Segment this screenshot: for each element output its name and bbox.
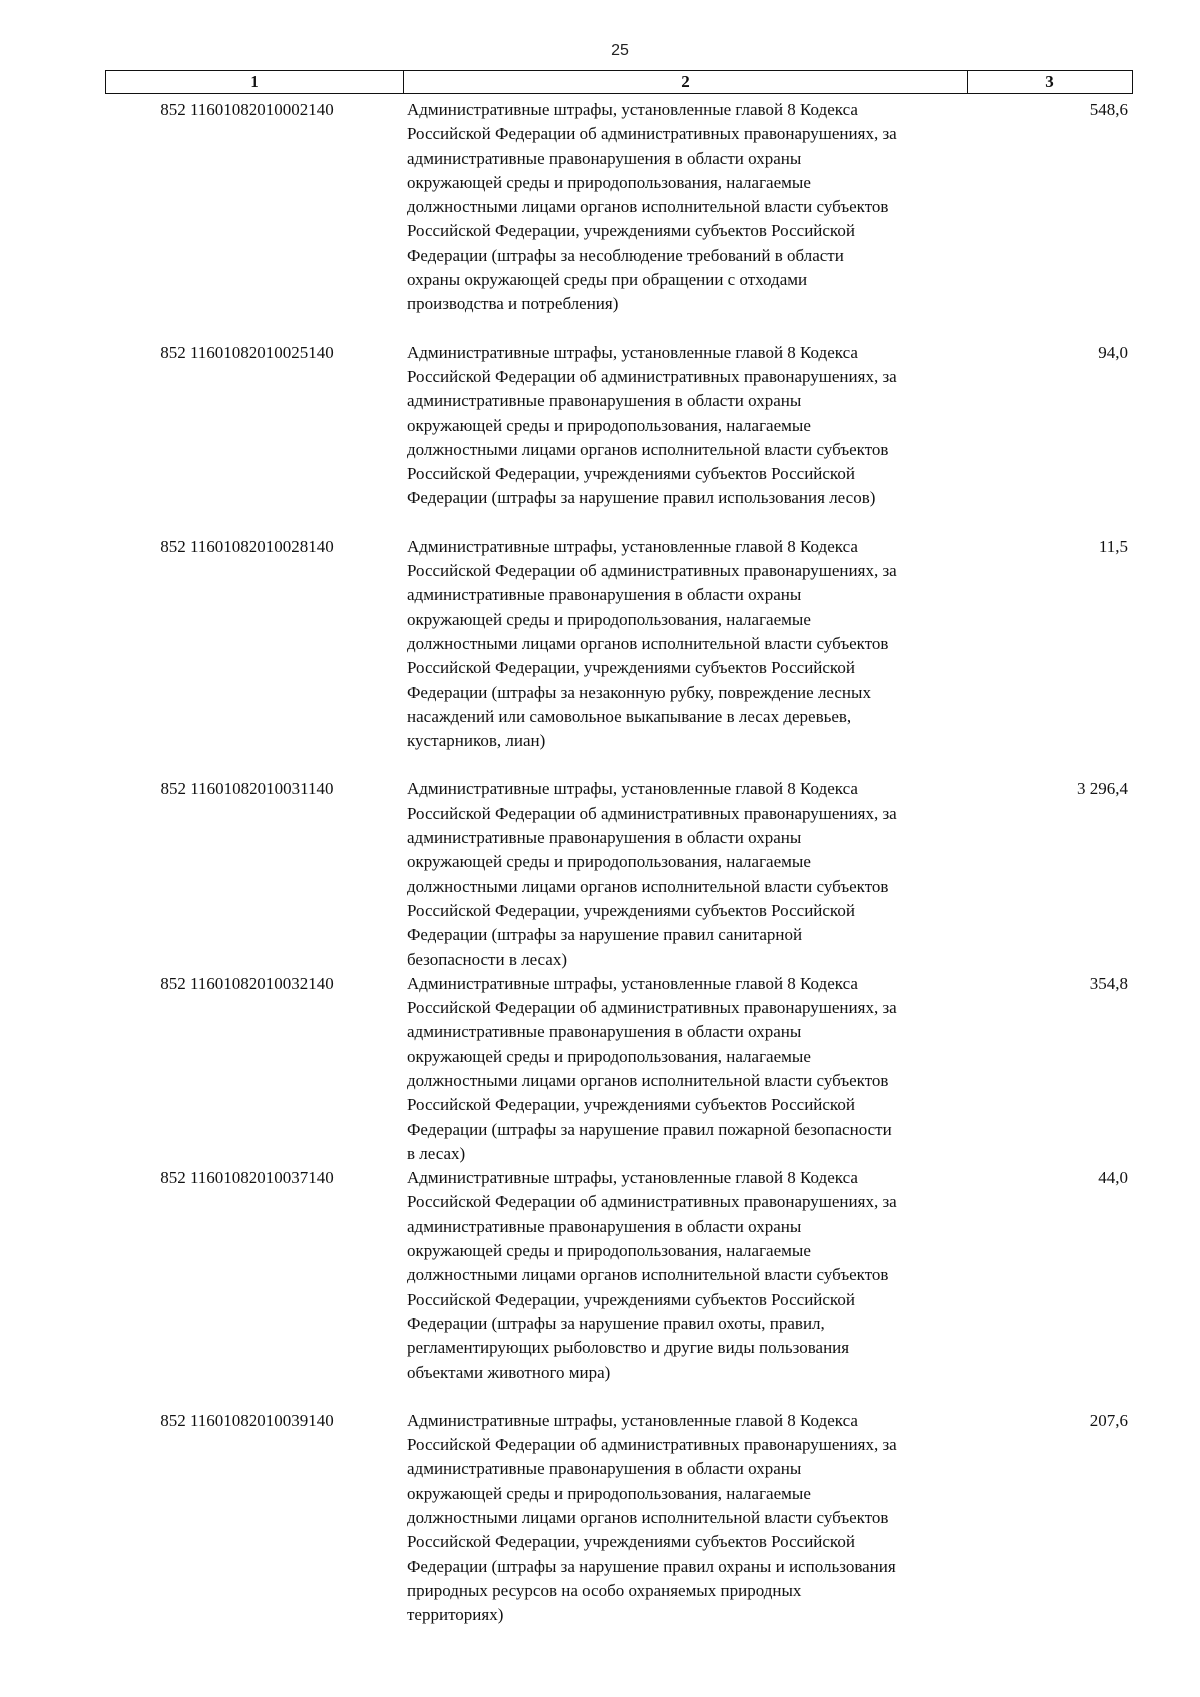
table-row (105, 1409, 1133, 1628)
description-line: окружающей среды и природопользования, налагаемые (407, 1483, 811, 1503)
description-line: окружающей среды и природопользования, налагаемые (407, 1241, 811, 1261)
income-code: 852 11601082010031140 (160, 779, 334, 799)
description-line: объектами животного мира) (407, 1362, 611, 1382)
description-line: должностными лицами органов исполнительной власти субъектов (407, 197, 889, 217)
description-line: окружающей среды и природопользования, налагаемые (407, 1046, 811, 1066)
description-line: Российской Федерации, учреждениями субъектов Российской (407, 1289, 855, 1309)
description-line: безопасности в лесах) (407, 949, 568, 969)
header-cell-1: 1 (106, 71, 404, 93)
income-code: 852 11601082010002140 (160, 100, 334, 119)
description-line: Федерации (штрафы за нарушение правил использования лесов) (407, 488, 876, 508)
description-line: Российской Федерации, учреждениями субъектов Российской (407, 221, 855, 241)
description-line: Российской Федерации об административных правонарушениях, за (407, 561, 897, 581)
income-code: 852 11601082010039140 (160, 1410, 334, 1430)
description-line: Российской Федерации об административных правонарушениях, за (407, 998, 897, 1018)
table-body (105, 98, 1133, 1628)
income-code: 852 11601082010032140 (160, 973, 334, 993)
table-row (105, 777, 1133, 971)
description-line: Российской Федерации об административных правонарушениях, за (407, 1192, 897, 1212)
description-line: Административные штрафы, установленные главой 8 Кодекса (407, 1168, 858, 1188)
income-description (403, 535, 967, 754)
income-description (403, 1166, 967, 1385)
description-line: Федерации (штрафы за нарушение правил санитарной (407, 925, 803, 945)
income-description (403, 98, 967, 317)
description-line: административные правонарушения в области охраны (407, 391, 802, 411)
header-cell-2: 2 (404, 71, 968, 93)
description-line: Административные штрафы, установленные главой 8 Кодекса (407, 100, 858, 119)
description-line: Административные штрафы, установленные главой 8 Кодекса (407, 973, 858, 993)
description-line: Федерации (штрафы за нарушение правил пожарной безопасности (407, 1119, 892, 1139)
description-line: Административные штрафы, установленные главой 8 Кодекса (407, 342, 858, 362)
description-line: охраны окружающей среды при обращении с отходами (407, 270, 808, 290)
description-line: производства и потребления) (407, 294, 619, 314)
table-row (105, 972, 1133, 1166)
table-row (105, 535, 1133, 754)
description-line: Административные штрафы, установленные главой 8 Кодекса (407, 536, 858, 556)
description-line: административные правонарушения в области охраны (407, 1022, 802, 1042)
description-line: Российской Федерации об административных правонарушениях, за (407, 803, 897, 823)
description-line: Административные штрафы, установленные главой 8 Кодекса (407, 779, 858, 799)
description-line: Российской Федерации, учреждениями субъектов Российской (407, 464, 855, 484)
description-line: должностными лицами органов исполнительной власти субъектов (407, 876, 889, 896)
description-line: Российской Федерации об административных правонарушениях, за (407, 124, 897, 144)
amount-value: 11,5 (1098, 536, 1128, 556)
income-code: 852 11601082010025140 (160, 342, 334, 362)
amount-value: 207,6 (1089, 1410, 1128, 1430)
amount-value: 3 296,4 (1077, 779, 1128, 799)
income-code: 852 11601082010037140 (160, 1168, 334, 1188)
description-line: административные правонарушения в области охраны (407, 585, 802, 605)
amount-value: 548,6 (1089, 100, 1128, 119)
description-line: окружающей среды и природопользования, налагаемые (407, 609, 811, 629)
description-line: Федерации (штрафы за нарушение правил охоты, правил, (407, 1313, 825, 1333)
description-line: Российской Федерации, учреждениями субъектов Российской (407, 1532, 855, 1552)
description-line: Российской Федерации, учреждениями субъектов Российской (407, 658, 855, 678)
page-number: 25 (611, 42, 629, 59)
income-description (403, 972, 967, 1166)
description-line: административные правонарушения в области охраны (407, 1216, 802, 1236)
amount-value: 94,0 (1098, 342, 1128, 362)
header-cell-3: 3 (1045, 72, 1054, 91)
description-line: окружающей среды и природопользования, налагаемые (407, 852, 811, 872)
description-line: окружающей среды и природопользования, налагаемые (407, 415, 811, 435)
amount-value: 354,8 (1089, 973, 1128, 993)
description-line: территориях) (407, 1605, 504, 1625)
description-line: Российской Федерации об административных правонарушениях, за (407, 1435, 897, 1455)
description-line: Российской Федерации об административных правонарушениях, за (407, 366, 897, 386)
income-description (403, 777, 967, 971)
table-row (105, 341, 1133, 511)
description-line: в лесах) (407, 1143, 466, 1163)
description-line: Российской Федерации, учреждениями субъектов Российской (407, 1095, 855, 1115)
description-line: административные правонарушения в области охраны (407, 828, 802, 848)
budget-table (105, 70, 1133, 1628)
income-description (403, 1409, 967, 1628)
description-line: должностными лицами органов исполнительной власти субъектов (407, 1508, 889, 1528)
description-line: должностными лицами органов исполнительной власти субъектов (407, 633, 889, 653)
description-line: кустарников, лиан) (407, 731, 546, 751)
description-line: Российской Федерации, учреждениями субъектов Российской (407, 900, 855, 920)
income-code: 852 11601082010028140 (160, 536, 334, 556)
amount-value: 44,0 (1098, 1168, 1128, 1188)
description-line: природных ресурсов на особо охраняемых природных (407, 1580, 802, 1600)
description-line: Федерации (штрафы за нарушение правил охраны и использования (407, 1556, 896, 1576)
table-row (105, 98, 1133, 317)
description-line: Федерации (штрафы за незаконную рубку, повреждение лесных (407, 682, 871, 702)
description-line: должностными лицами органов исполнительной власти субъектов (407, 1070, 889, 1090)
description-line: Федерации (штрафы за несоблюдение требований в области (407, 245, 844, 265)
income-description (403, 341, 967, 511)
description-line: насаждений или самовольное выкапывание в лесах деревьев, (407, 706, 852, 726)
description-line: административные правонарушения в области охраны (407, 148, 802, 168)
description-line: окружающей среды и природопользования, налагаемые (407, 172, 811, 192)
table-header (105, 70, 1133, 94)
table-row (105, 1166, 1133, 1385)
description-line: административные правонарушения в области охраны (407, 1459, 802, 1479)
description-line: регламентирующих рыболовство и другие виды пользования (407, 1338, 850, 1358)
description-line: должностными лицами органов исполнительной власти субъектов (407, 1265, 889, 1285)
description-line: Административные штрафы, установленные главой 8 Кодекса (407, 1410, 858, 1430)
description-line: должностными лицами органов исполнительной власти субъектов (407, 439, 889, 459)
